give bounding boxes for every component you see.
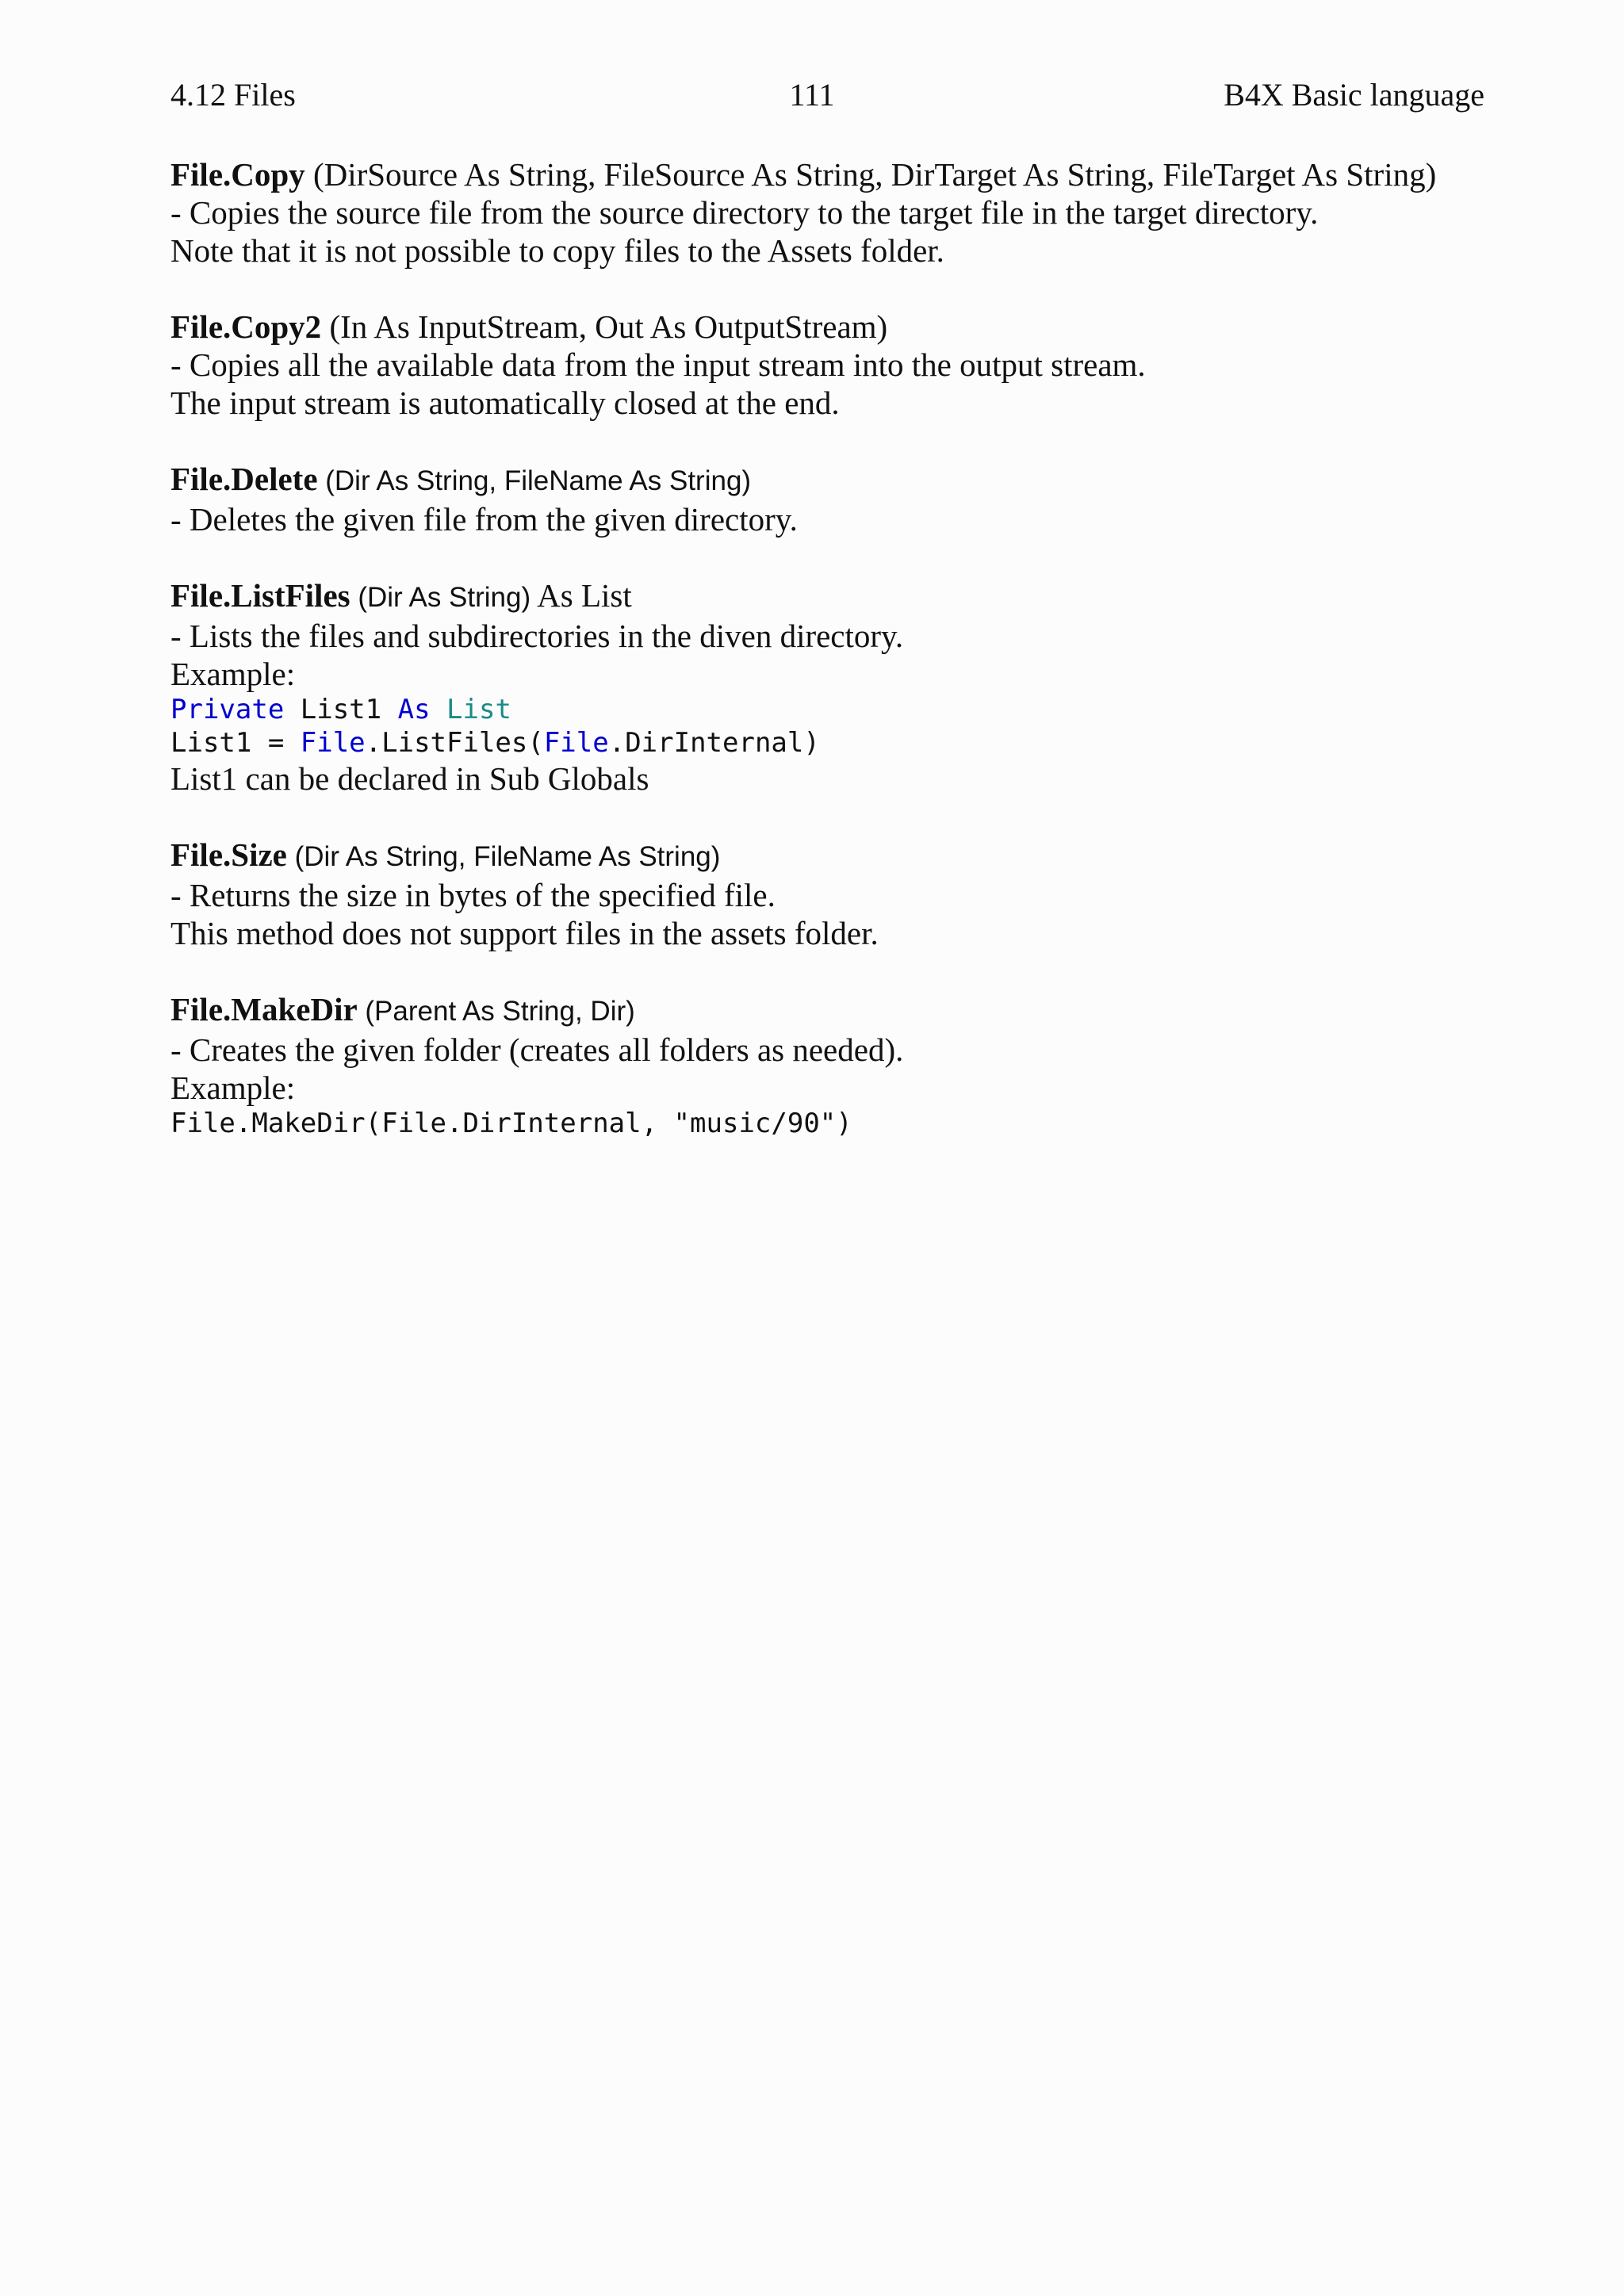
method-name: File.Delete	[170, 461, 318, 497]
entry-file-size	[170, 836, 1519, 952]
method-params: (Dir As String)	[350, 582, 531, 613]
method-name: File.Size	[170, 836, 287, 873]
page-content	[170, 155, 1519, 1178]
code-keyword: File	[543, 727, 609, 759]
code-line	[170, 726, 1519, 760]
method-name: File.MakeDir	[170, 991, 358, 1027]
page-number: 111	[789, 77, 835, 113]
code-line: File.MakeDir(File.DirInternal, "music/90")	[170, 1108, 852, 1139]
description-line: The input stream is automatically closed at the end.	[170, 385, 840, 421]
code-text: List1 =	[170, 727, 301, 759]
method-params: (In As InputStream, Out As OutputStream)	[321, 308, 888, 345]
code-keyword: As	[397, 694, 431, 725]
code-text	[431, 694, 446, 725]
signature-line	[170, 836, 1519, 876]
method-params: (Dir As String, FileName As String)	[286, 841, 721, 872]
code-text: .DirInternal)	[608, 727, 820, 759]
description-line: - Returns the size in bytes of the specified file.	[170, 877, 776, 913]
example-label: Example:	[170, 656, 296, 692]
description-line: - Copies the source file from the source directory to the target file in the target directory.	[170, 194, 1319, 231]
signature-line	[170, 576, 1519, 617]
method-params: (DirSource As String, FileSource As String, DirTarget As String, FileTarget As String)	[304, 156, 1437, 193]
code-text: List1	[284, 694, 398, 725]
description-line: - Creates the given folder (creates all folders as needed).	[170, 1031, 904, 1068]
description-line: - Deletes the given file from the given directory.	[170, 501, 798, 538]
description-line: - Lists the files and subdirectories in the diven directory.	[170, 618, 904, 654]
entry-file-delete	[170, 460, 1519, 538]
example-label: Example:	[170, 1070, 296, 1106]
description-line: - Copies all the available data from the input stream into the output stream.	[170, 346, 1146, 383]
method-params: (Parent As String, Dir)	[357, 996, 635, 1027]
description-line: Note that it is not possible to copy files to the Assets folder.	[170, 232, 944, 269]
signature-line	[170, 460, 1519, 500]
note-line: List1 can be declared in Sub Globals	[170, 760, 649, 797]
code-keyword: Private	[170, 694, 285, 725]
code-type: List	[446, 694, 511, 725]
method-name: File.ListFiles	[170, 577, 350, 614]
method-return-type: As List	[530, 577, 632, 614]
entry-file-copy	[170, 155, 1519, 270]
entry-file-copy2	[170, 308, 1519, 422]
section-title: 4.12 Files	[170, 77, 296, 113]
page-header	[0, 76, 1624, 121]
description-line: This method does not support files in the assets folder.	[170, 915, 879, 951]
entry-file-makedir	[170, 990, 1519, 1140]
signature-line	[170, 155, 1519, 193]
method-params: (Dir As String, FileName As String)	[317, 465, 752, 496]
code-keyword: File	[300, 727, 366, 759]
entry-file-listfiles	[170, 576, 1519, 798]
code-text: .ListFiles(	[365, 727, 544, 759]
signature-line	[170, 308, 1519, 346]
signature-line	[170, 990, 1519, 1031]
code-line	[170, 693, 1519, 726]
book-title: B4X Basic language	[1224, 77, 1484, 113]
method-name: File.Copy	[170, 156, 305, 193]
method-name: File.Copy2	[170, 308, 322, 345]
